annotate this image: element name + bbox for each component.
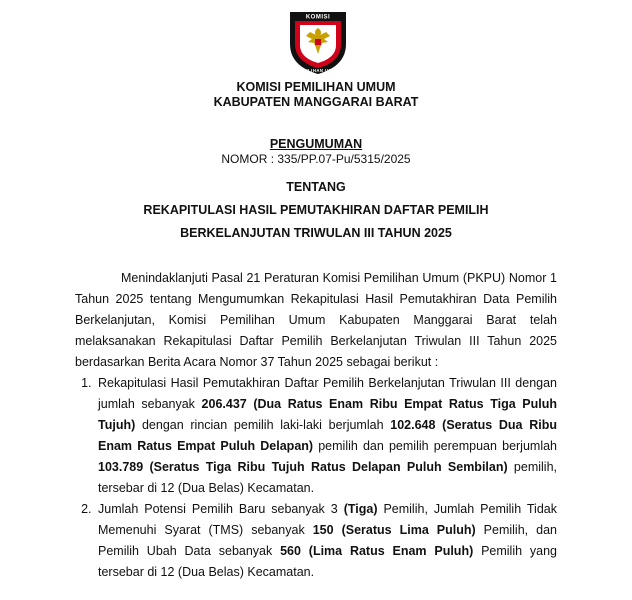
item1-text1: Rekapitulasi Hasil Pemutakhiran Daftar Pemilih Berkelanjutan Triwulan III dengan jumlah sebanyak <box>98 376 557 411</box>
announcement-body <box>75 268 557 583</box>
item1-female: 103.789 (Seratus Tiga Ribu Tujuh Ratus Delapan Puluh Sembilan) <box>98 460 508 474</box>
item2-text3: Pemilih, dan Pemilih Ubah Data sebanyak <box>98 523 557 558</box>
announcement-number: NOMOR : 335/PP.07-Pu/5315/2025 <box>221 152 411 166</box>
item2-text1: Jumlah Potensi Pemilih Baru sebanyak 3 <box>98 502 344 516</box>
item1-male: 102.648 (Seratus Dua Ribu Enam Ratus Empat Puluh Delapan) <box>98 418 557 453</box>
org-name-line1: KOMISI PEMILIHAN UMUM <box>236 80 396 94</box>
findings-list <box>75 373 557 583</box>
logo-bottom-text: PEMILIHAN UMUM <box>295 68 341 73</box>
item2-tms: 150 (Seratus Lima Puluh) <box>312 523 476 537</box>
list-item <box>95 499 557 583</box>
item2-text4: Pemilih yang tersebar di 12 (Dua Belas) Kecamatan. <box>98 544 557 579</box>
item1-text4: pemilih, tersebar di 12 (Dua Belas) Kecamatan. <box>98 460 558 495</box>
kpu-logo-icon <box>286 8 350 76</box>
org-name-line2: KABUPATEN MANGGARAI BARAT <box>213 95 419 109</box>
item1-text3: pemilih dan pemilih perempuan berjumlah <box>313 439 558 453</box>
list-item <box>95 373 557 499</box>
item2-new-voters: (Tiga) <box>343 502 378 516</box>
announcement-title: PENGUMUMAN <box>269 137 363 151</box>
item2-text2: Pemilih, Jumlah Pemilih Tidak Memenuhi Syarat (TMS) sebanyak <box>98 502 557 537</box>
about-heading: TENTANG <box>286 180 346 194</box>
logo-top-text: KOMISI <box>305 14 331 21</box>
intro-paragraph: Menindaklanjuti Pasal 21 Peraturan Komisi Pemilihan Umum (PKPU) Nomor 1 Tahun 2025 tentang Mengumumkan Rekapitulasi Hasil Pemutakhiran Data Pemilih Berkelanjutan, Komisi Pemilihan Umum Kabupaten Manggarai Barat telah melaksanakan Rekapitulasi Daftar Pemilih Berkelanjutan Triwulan III Tahun 2025 berdasarkan Berita Acara Nomor 37 Tahun 2025 sebagai berikut : <box>75 271 557 369</box>
item2-changed-data: 560 (Lima Ratus Enam Puluh) <box>280 544 474 558</box>
item1-text2: dengan rincian pemilih laki-laki berjumlah <box>135 418 391 432</box>
subject-line1: REKAPITULASI HASIL PEMUTAKHIRAN DAFTAR PEMILIH <box>143 203 489 217</box>
subject-line2: BERKELANJUTAN TRIWULAN III TAHUN 2025 <box>180 226 452 240</box>
item1-total: 206.437 (Dua Ratus Enam Ribu Empat Ratus Tiga Puluh Tujuh) <box>98 397 557 432</box>
